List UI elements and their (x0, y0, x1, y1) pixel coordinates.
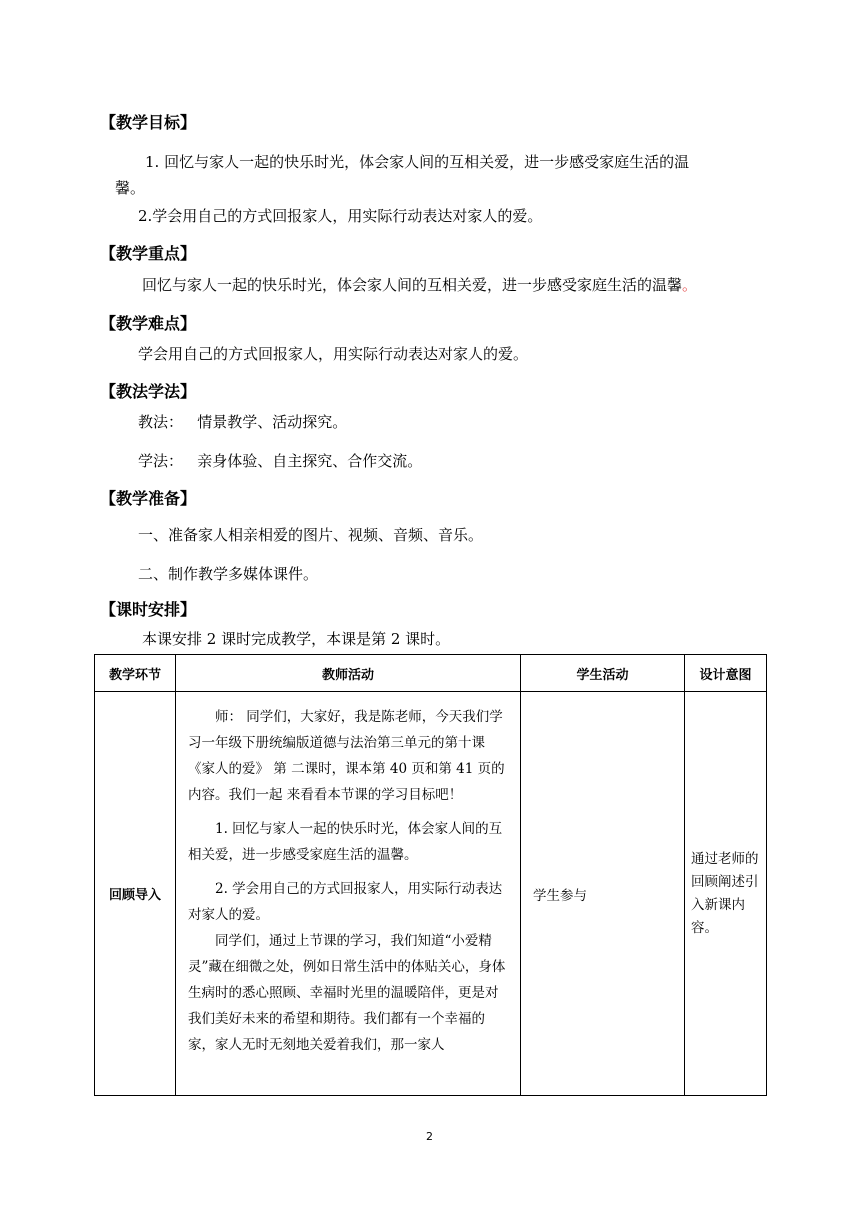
header-design-intent: 设计意图 (685, 655, 767, 692)
teaching-method: 教法： 情景教学、活动探究。 (138, 413, 348, 431)
header-stage: 教学环节 (95, 655, 176, 692)
lesson-plan-table (94, 654, 767, 1096)
goal-1-line-2: 馨。 (115, 179, 146, 197)
schedule-text: 本课安排 2 课时完成教学，本课是第 2 课时。 (142, 630, 451, 648)
difficulties-heading: 【教学难点】 (100, 314, 197, 333)
stage-cell: 回顾导入 (95, 692, 176, 1096)
teacher-review: 同学们，通过上节课的学习，我们知道“小爱精灵”藏在细微之处，例如日常生活中的体贴关心，身体生病时的悉心照顾、幸福时光里的温暖陪伴，更是对我们美好未来的希望和期待。我们都有一个幸福的家，家人无时无刻地关爱着我们，那一家人 (188, 933, 506, 1053)
key-points-period: 。 (682, 276, 698, 294)
key-points-text (142, 274, 697, 295)
preparation-heading: 【教学准备】 (100, 489, 197, 508)
teacher-activity-cell (176, 692, 521, 1096)
goal-2: 2.学会用自己的方式回报家人，用实际行动表达对家人的爱。 (138, 207, 543, 225)
page-number: 2 (426, 1130, 433, 1143)
table-row (95, 692, 767, 1096)
header-teacher-activity: 教师活动 (176, 655, 521, 692)
key-points-body: 回忆与家人一起的快乐时光，体会家人间的互相关爱，进一步感受家庭生活的温馨 (142, 276, 683, 294)
goal-1-line-1: 1. 回忆与家人一起的快乐时光，体会家人间的互相关爱，进一步感受家庭生活的温 (145, 153, 690, 171)
preparation-item-2: 二、制作教学多媒体课件。 (138, 565, 319, 583)
schedule-heading: 【课时安排】 (100, 600, 197, 619)
teacher-goal-2: 2. 学会用自己的方式回报家人，用实际行动表达对家人的爱。 (188, 881, 503, 923)
learning-method: 学法： 亲身体验、自主探究、合作交流。 (138, 452, 423, 470)
methods-heading: 【教法学法】 (100, 382, 197, 401)
table-header-row (95, 655, 767, 692)
header-student-activity: 学生活动 (521, 655, 685, 692)
key-points-heading: 【教学重点】 (100, 244, 197, 263)
teacher-intro: 师： 同学们，大家好，我是陈老师，今天我们学习一年级下册统编版道德与法治第三单元的第十课《家人的爱》 第 二课时，课本第 40 页和第 41 页的内容。我们一起 来看看本节课的学习目标吧！ (188, 709, 505, 803)
design-intent-cell: 通过老师的回顾阐述引入新课内容。 (685, 692, 767, 1096)
preparation-item-1: 一、准备家人相亲相爱的图片、视频、音频、音乐。 (138, 526, 484, 544)
teacher-goal-1: 1. 回忆与家人一起的快乐时光，体会家人间的互相关爱，进一步感受家庭生活的温馨。 (188, 821, 503, 863)
difficulties-text: 学会用自己的方式回报家人，用实际行动表达对家人的爱。 (138, 345, 529, 363)
student-activity-cell: 学生参与 (521, 692, 685, 1096)
goals-heading: 【教学目标】 (100, 113, 197, 132)
